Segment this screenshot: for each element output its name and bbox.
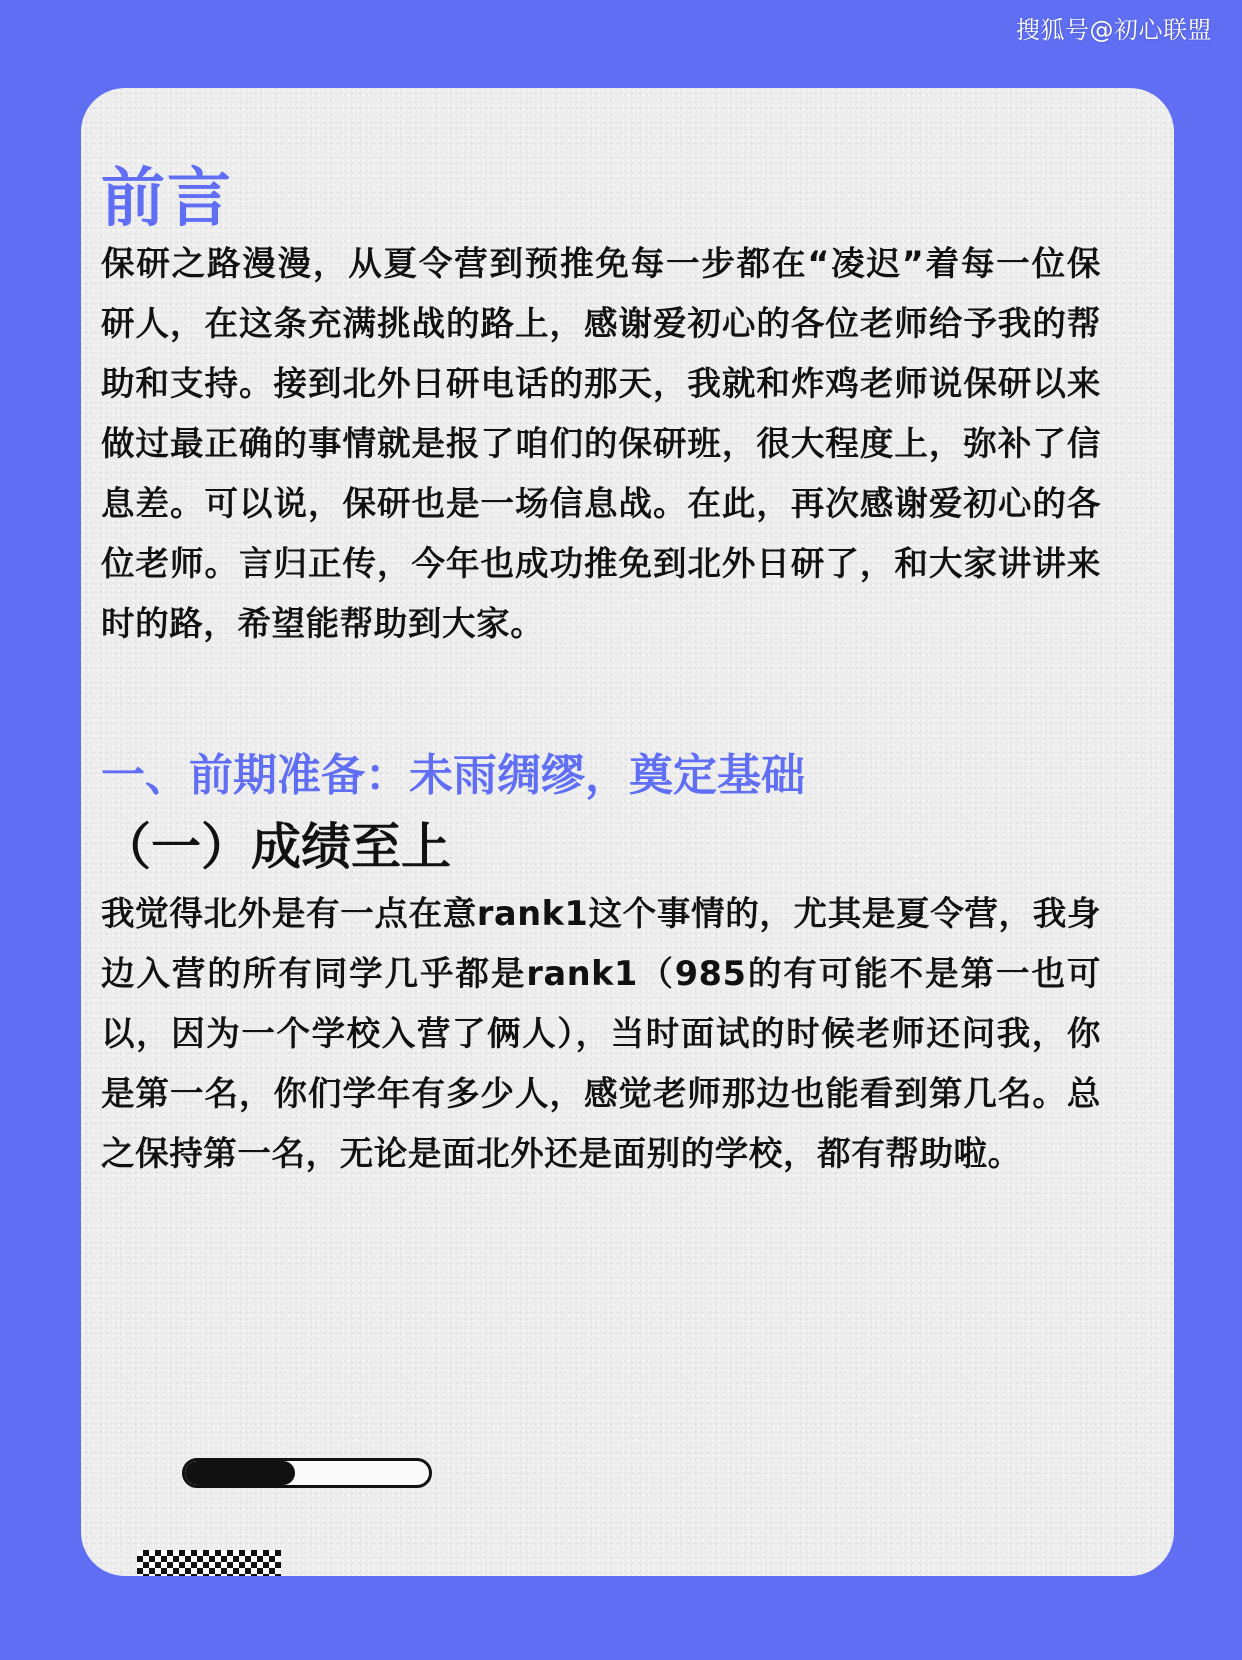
article-content <box>101 160 1101 1184</box>
subsection-title: （一）成绩至上 <box>101 818 451 876</box>
content-card <box>81 88 1174 1576</box>
progress-bar <box>182 1458 432 1488</box>
section-paragraph: 我觉得北外是有一点在意rank1这个事情的，尤其是夏令营，我身边入营的所有同学几乎都是rank1（985的有可能不是第一也可以，因为一个学校入营了俩人），当时面试的时候老师还问我，你是第一名，你们学年有多少人，感觉老师那边也能看到第几名。总之保持第一名，无论是面北外还是面别的学校，都有帮助啦。 <box>101 894 1101 1173</box>
section-title: 一、前期准备：未雨绸缪，奠定基础 <box>101 750 805 801</box>
watermark: 搜狐号@初心联盟 <box>1016 16 1212 44</box>
preface-title: 前言 <box>101 162 233 236</box>
progress-fill <box>185 1461 295 1485</box>
preface-paragraph: 保研之路漫漫，从夏令营到预推免每一步都在“凌迟”着每一位保研人，在这条充满挑战的路上，感谢爱初心的各位老师给予我的帮助和支持。接到北外日研电话的那天，我就和炸鸡老师说保研以来做过最正确的事情就是报了咱们的保研班，很大程度上，弥补了信息差。可以说，保研也是一场信息战。在此，再次感谢爱初心的各位老师。言归正传，今年也成功推免到北外日研了，和大家讲讲来时的路，希望能帮助到大家。 <box>101 244 1101 643</box>
checker-pattern-decoration <box>137 1550 281 1576</box>
